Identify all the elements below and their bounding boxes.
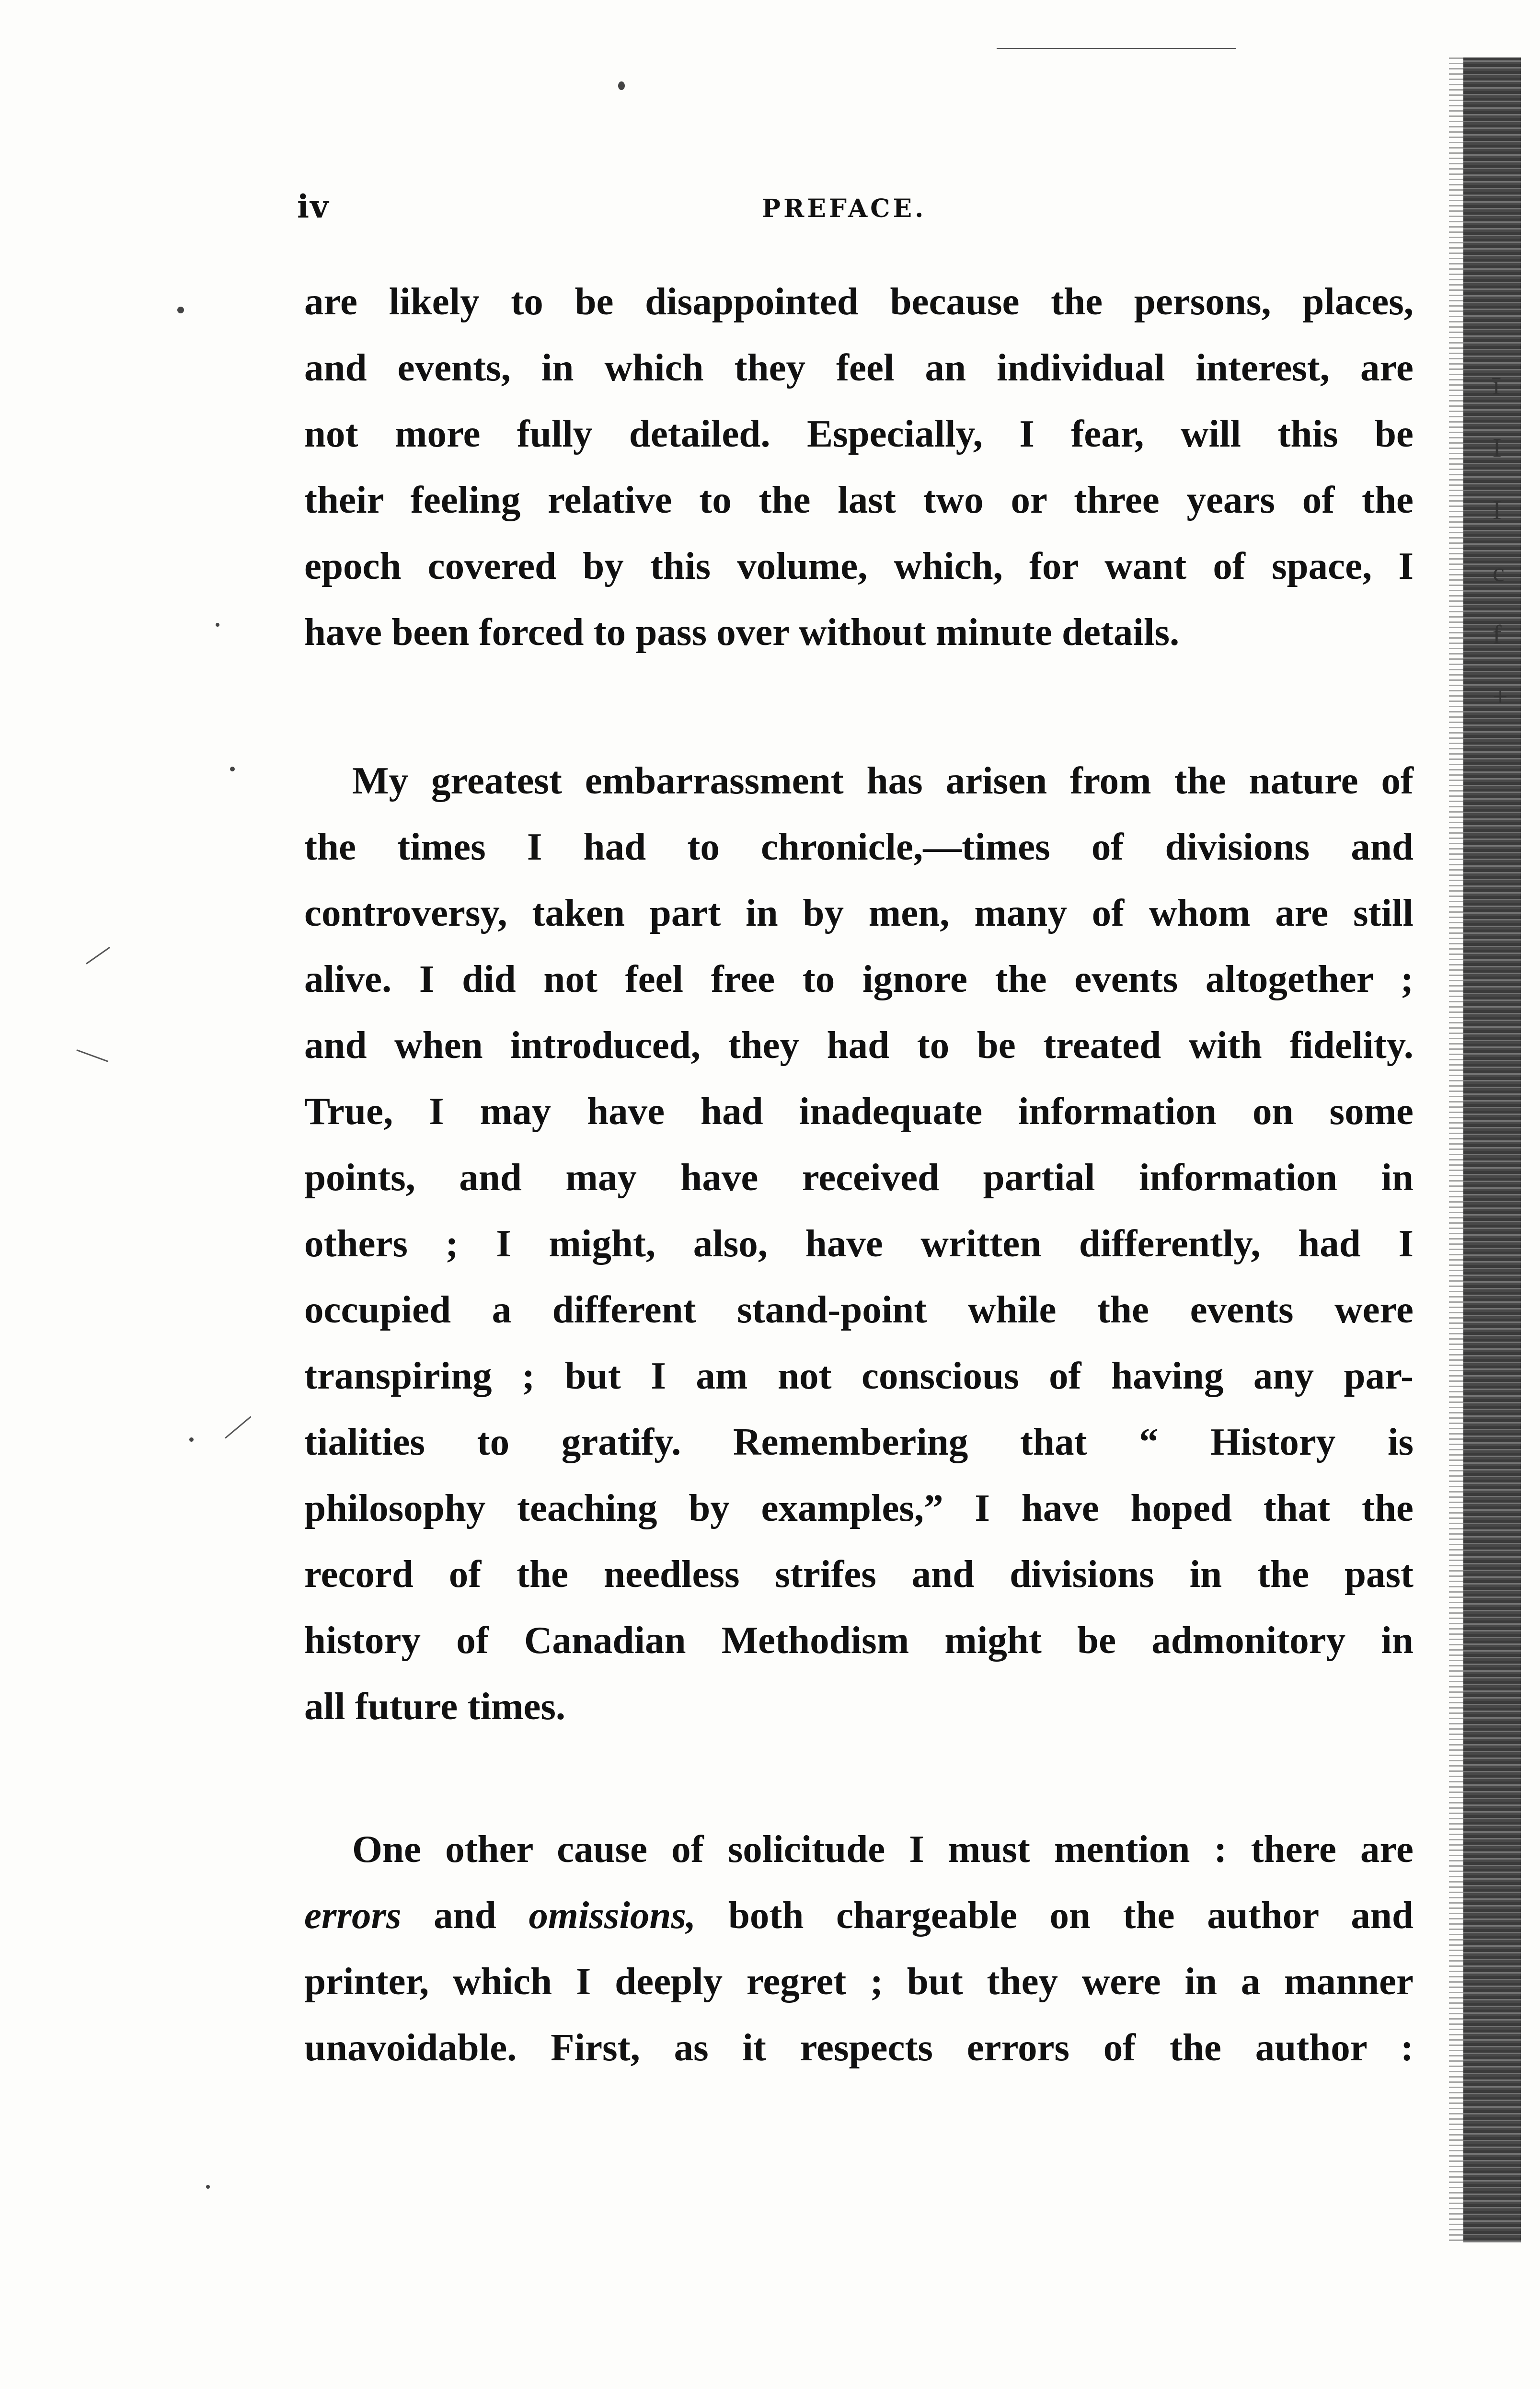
page-number: iv: [297, 188, 330, 225]
text-line: points, and may have received partial information in: [304, 1156, 1414, 1199]
text-line: unavoidable. First, as it respects errors of the author :: [304, 2026, 1414, 2069]
bleed-letter: I: [1493, 433, 1502, 463]
text-line: others ; I might, also, have written differently, had I: [304, 1222, 1414, 1265]
text-line: True, I may have had inadequate information on some: [304, 1090, 1414, 1133]
text-line: alive. I did not feel free to ignore the events altogether ;: [304, 957, 1414, 1000]
scan-speck: [189, 1437, 194, 1442]
text-line: epoch covered by this volume, which, for want of space, I: [304, 544, 1414, 587]
text-line: and events, in which they feel an individual interest, are: [304, 346, 1414, 389]
text-line: are likely to be disappointed because the persons, places,: [304, 280, 1414, 323]
text-fragment: and: [401, 1894, 529, 1937]
scan-scratch: [76, 1049, 108, 1062]
text-line: record of the needless strifes and divisions in the past: [304, 1552, 1414, 1596]
text-line: history of Canadian Methodism might be admonitory in: [304, 1619, 1414, 1662]
bleed-letter: I: [1493, 495, 1502, 525]
binding-edge-shadow: [1463, 57, 1521, 2242]
text-line: controversy, taken part in by men, many of whom are still: [304, 891, 1414, 934]
text-line: My greatest embarrassment has arisen from the nature of: [352, 759, 1414, 802]
text-line: and when introduced, they had to be treated with fidelity.: [304, 1023, 1414, 1067]
paragraph-continuation: [304, 268, 1414, 665]
text-line-with-italics: [304, 1882, 1414, 1948]
scan-scratch: [86, 947, 110, 965]
text-line: tialities to gratify. Remembering that “ History is: [304, 1420, 1414, 1463]
bleed-letter: ī: [1493, 371, 1500, 401]
text-line: not more fully detailed. Especially, I fear, will this be: [304, 412, 1414, 455]
text-line: One other cause of solicitude I must mention : there are: [352, 1827, 1414, 1871]
scan-speck: [230, 767, 235, 771]
italic-omissions: omissions,: [529, 1894, 696, 1937]
scan-speck: [618, 81, 625, 90]
paragraph-embarrassment: [304, 747, 1414, 1739]
italic-errors: errors: [304, 1894, 402, 1937]
paragraph-solicitude: [304, 1816, 1414, 2080]
text-line: have been forced to pass over without minute details.: [304, 610, 1180, 654]
text-line: philosophy teaching by examples,” I have hoped that the: [304, 1486, 1414, 1529]
text-line: all future times.: [304, 1685, 566, 1728]
scan-speck: [177, 307, 184, 313]
running-head: PREFACE.: [762, 194, 927, 223]
bleed-letter: f: [1493, 620, 1502, 650]
bleed-letter: +: [1493, 682, 1508, 712]
text-line: their feeling relative to the last two or three years of the: [304, 478, 1414, 521]
scan-speck: [206, 2185, 210, 2189]
text-line: transpiring ; but I am not conscious of having any par-: [304, 1354, 1414, 1397]
text-line: the times I had to chronicle,—times of divisions and: [304, 825, 1414, 868]
scan-scratch: [997, 48, 1236, 49]
text-fragment: both chargeable on the author and: [696, 1894, 1414, 1937]
scan-scratch: [225, 1416, 252, 1438]
facing-page-bleed: [1493, 355, 1512, 728]
scan-speck: [216, 623, 219, 627]
text-line: printer, which I deeply regret ; but they were in a manner: [304, 1960, 1414, 2003]
bleed-letter: c: [1493, 558, 1505, 587]
text-line: occupied a different stand-point while the events were: [304, 1288, 1414, 1331]
